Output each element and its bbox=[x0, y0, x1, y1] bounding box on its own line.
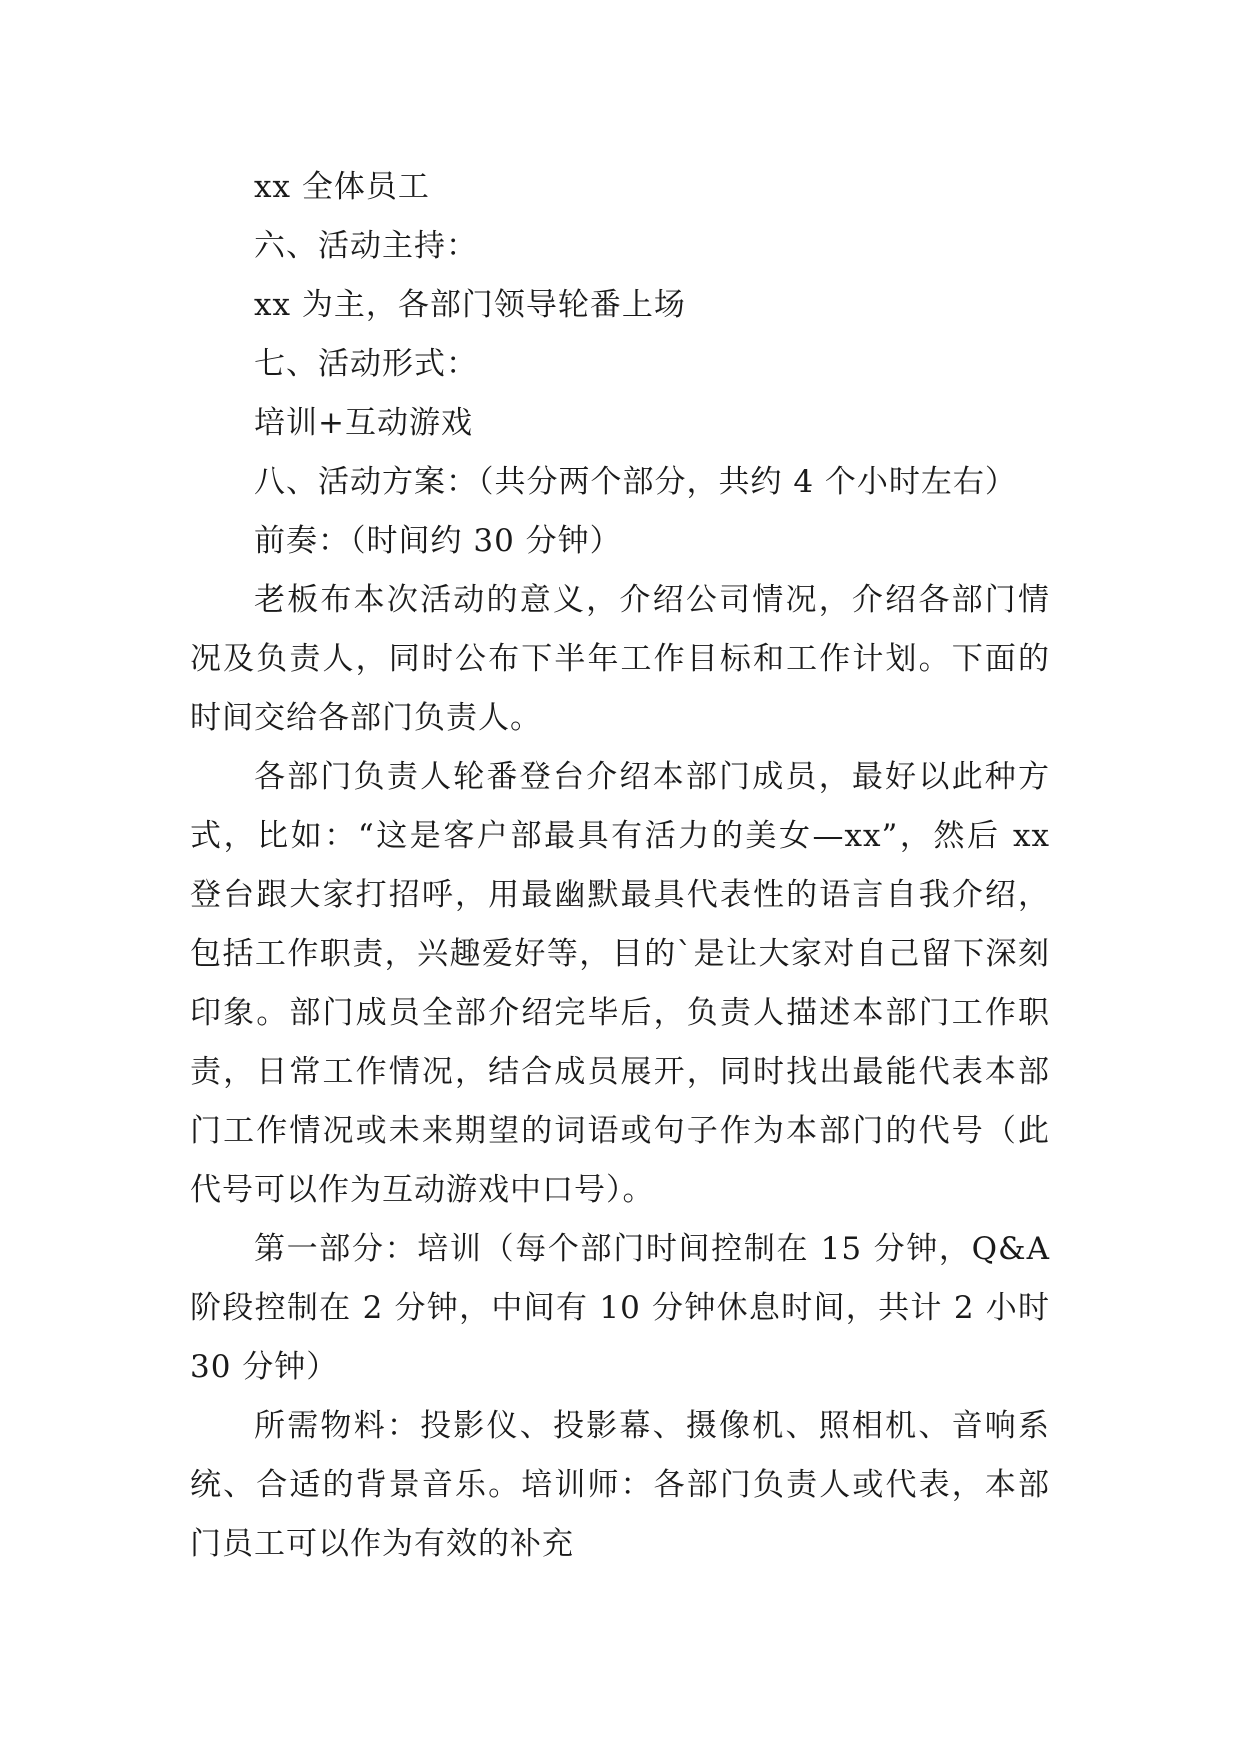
text-line-participants: xx 全体员工 bbox=[254, 169, 430, 205]
paragraph-department-intro: 各部门负责人轮番登台介绍本部门成员，最好以此种方式，比如：“这是客户部最具有活力的美女—xx”，然后 xx 登台跟大家打招呼，用最幽默最具代表性的语言自我介绍，包括工作职责，兴趣爱好等，目的`是让大家对自己留下深刻印象。部门成员全部介绍完毕后，负责人描述本部门工作职责，日常工作情况，结合成员展开，同时找出最能代表本部门工作情况或未来期望的词语或句子作为本部门的代号（此代号可以作为互动游戏中口号）。 bbox=[190, 759, 1050, 1208]
heading-format: 七、活动形式： bbox=[254, 346, 478, 382]
paragraph-prelude-intro: 老板布本次活动的意义，介绍公司情况，介绍各部门情况及负责人，同时公布下半年工作目标和工作计划。下面的时间交给各部门负责人。 bbox=[190, 582, 1050, 736]
heading-plan: 八、活动方案：（共分两个部分，共约 4 个小时左右） bbox=[254, 464, 1017, 500]
heading-host: 六、活动主持： bbox=[254, 228, 478, 264]
text-line-host: xx 为主，各部门领导轮番上场 bbox=[254, 287, 686, 323]
paragraph-materials: 所需物料：投影仪、投影幕、摄像机、照相机、音响系统、合适的背景音乐。培训师：各部门负责人或代表，本部门员工可以作为有效的补充 bbox=[190, 1408, 1050, 1562]
text-line-format: 培训+互动游戏 bbox=[254, 405, 473, 441]
document-body bbox=[190, 158, 1050, 1574]
paragraph-part-one: 第一部分：培训（每个部门时间控制在 15 分钟，Q&A 阶段控制在 2 分钟，中间有 10 分钟休息时间，共计 2 小时 30 分钟） bbox=[190, 1231, 1050, 1385]
heading-prelude: 前奏：（时间约 30 分钟） bbox=[254, 523, 622, 559]
